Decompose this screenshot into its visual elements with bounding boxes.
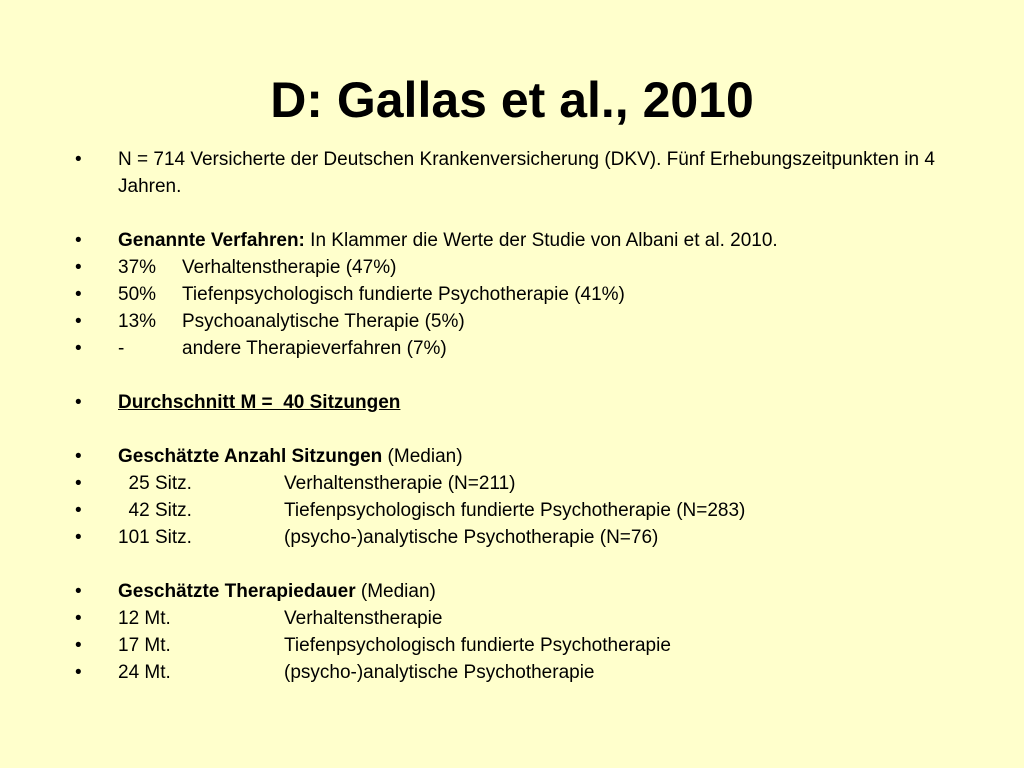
bullet-icon: • [75,257,82,278]
verfahren-pct: 37% [118,257,157,278]
bullet-icon: • [75,581,82,602]
dauer-label: Tiefenpsychologisch fundierte Psychotherapie [284,635,671,656]
slide-content [75,146,975,686]
list-item-verfahren [75,254,975,281]
bullet-icon: • [75,662,82,683]
list-item-verfahren [75,281,975,308]
list-item-verfahren [75,335,975,362]
dauer-value: 12 Mt. [118,608,171,629]
dauer-qualifier: (Median) [355,581,436,602]
dauer-value: 24 Mt. [118,662,171,683]
sitzungen-label: (psycho-)analytische Psychotherapie (N=76) [284,527,659,548]
bullet-icon: • [75,527,82,548]
sitzungen-label: Tiefenpsychologisch fundierte Psychotherapie (N=283) [284,500,746,521]
bullet-icon: • [75,500,82,521]
bullet-icon: • [75,473,82,494]
list-item-dauer [75,605,975,632]
verfahren-label: Verhaltenstherapie (47%) [182,257,397,278]
verfahren-pct: - [118,338,125,359]
verfahren-label: Tiefenpsychologisch fundierte Psychotherapie (41%) [182,284,625,305]
list-item-durchschnitt [75,389,975,416]
sitzungen-qualifier: (Median) [382,446,463,467]
slide-title: D: Gallas et al., 2010 [270,72,754,128]
bullet-icon: • [75,149,82,170]
dauer-label: Verhaltenstherapie [284,608,443,629]
verfahren-heading: Genannte Verfahren: [118,230,305,251]
sitzungen-value: 25 Sitz. [118,473,192,494]
bullet-icon: • [75,284,82,305]
bullet-icon: • [75,392,82,413]
bullet-icon: • [75,230,82,251]
dauer-heading: Geschätzte Therapiedauer [118,581,356,602]
bullet-icon: • [75,446,82,467]
verfahren-label: andere Therapieverfahren (7%) [182,338,447,359]
bullet-icon: • [75,338,82,359]
list-item-sitzungen [75,470,975,497]
list-item-dauer-heading [75,578,975,605]
list-item-verfahren-heading [75,227,975,254]
verfahren-pct: 50% [118,284,157,305]
list-item-dauer [75,632,975,659]
list-item-dauer [75,659,975,686]
list-item-sitzungen [75,497,975,524]
bullet-icon: • [75,635,82,656]
durchschnitt-text: Durchschnitt M = 40 Sitzungen [118,392,401,413]
verfahren-note: In Klammer die Werte der Studie von Albani et al. 2010. [304,230,778,251]
list-item-intro [75,146,975,200]
sitzungen-value: 101 Sitz. [118,527,192,548]
list-item-sitzungen [75,524,975,551]
sitzungen-value: 42 Sitz. [118,500,192,521]
dauer-label: (psycho-)analytische Psychotherapie [284,662,595,683]
dauer-value: 17 Mt. [118,635,171,656]
bullet-icon: • [75,311,82,332]
verfahren-label: Psychoanalytische Therapie (5%) [182,311,465,332]
bullet-icon: • [75,608,82,629]
sitzungen-label: Verhaltenstherapie (N=211) [284,473,516,494]
list-item-sitzungen-heading [75,443,975,470]
list-item-verfahren [75,308,975,335]
sitzungen-heading: Geschätzte Anzahl Sitzungen [118,446,383,467]
intro-text: N = 714 Versicherte der Deutschen Krankenversicherung (DKV). Fünf Erhebungszeitpunkten in 4 Jahren. [118,149,935,197]
verfahren-pct: 13% [118,311,157,332]
